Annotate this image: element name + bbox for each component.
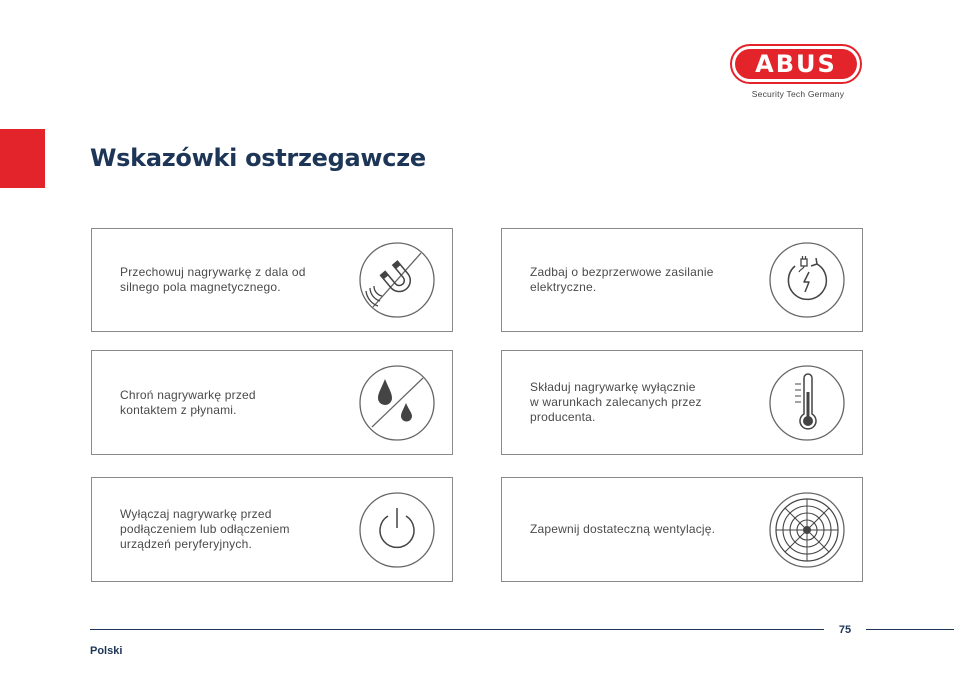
thermometer-icon (768, 364, 846, 442)
no-magnet-icon (358, 241, 436, 319)
section-color-tab (0, 129, 45, 188)
warning-card-liquids (91, 350, 453, 455)
fan-grill-icon (768, 491, 846, 569)
footer-rule-right (866, 629, 954, 630)
warning-text: Chroń nagrywarkę przed kontaktem z płynami. (120, 387, 256, 417)
warning-text: Składuj nagrywarkę wyłącznie w warunkach zalecanych przez producenta. (530, 380, 702, 424)
power-button-icon (358, 491, 436, 569)
logo-wordmark: ABUS (735, 49, 857, 79)
warning-card-storage (501, 350, 863, 455)
warning-card-ventilation (501, 477, 863, 582)
warning-text: Przechowuj nagrywarkę z dala od silnego pola magnetycznego. (120, 265, 306, 294)
warning-text: Zadbaj o bezprzerwowe zasilanie elektryczne. (530, 265, 714, 294)
warning-text: Wyłączaj nagrywarkę przed podłączeniem lub odłączeniem urządzeń peryferyjnych. (120, 507, 290, 551)
warning-card-magnetic (91, 228, 453, 332)
footer-language: Polski (90, 645, 123, 657)
page-number: 75 (838, 624, 852, 636)
footer-rule-left (90, 629, 824, 630)
warning-card-peripherals (91, 477, 453, 582)
power-plug-cycle-icon (768, 241, 846, 319)
logo-badge (730, 44, 862, 84)
logo-tagline: Security Tech Germany (751, 89, 845, 99)
abus-logo (730, 44, 866, 99)
warning-text: Zapewnij dostateczną wentylację. (530, 522, 716, 536)
warning-card-power (501, 228, 863, 332)
no-liquid-icon (358, 364, 436, 442)
page-title: Wskazówki ostrzegawcze (90, 144, 426, 172)
